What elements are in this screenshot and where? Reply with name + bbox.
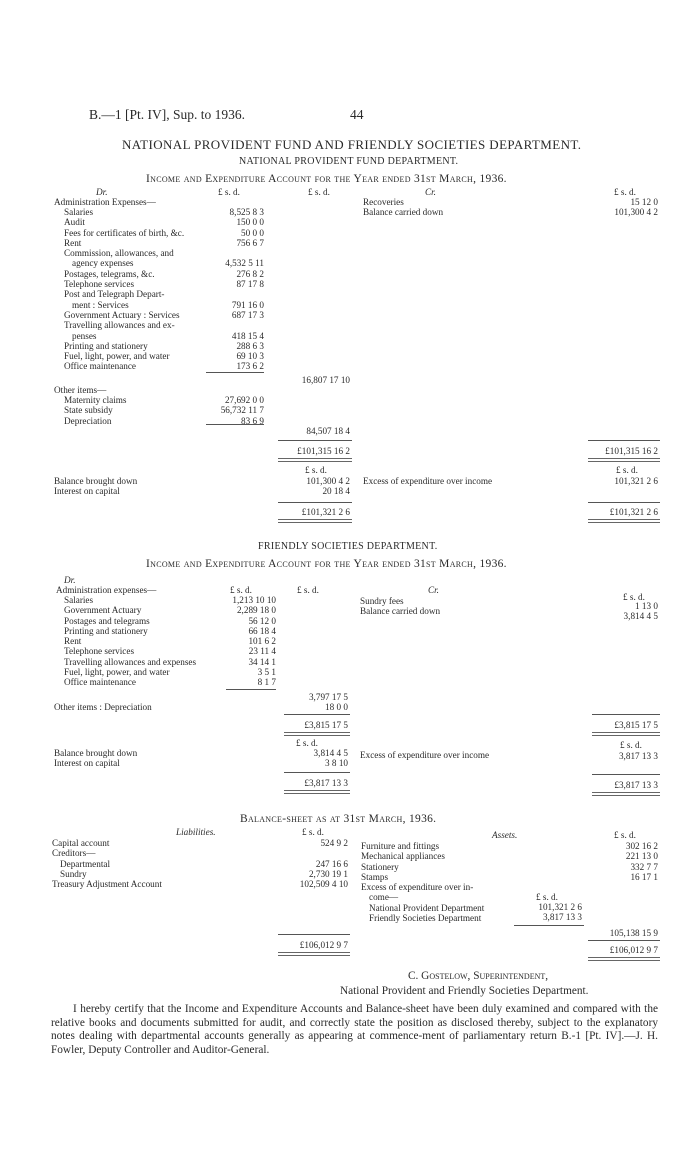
npf-colhead-c: £ s. d. xyxy=(614,187,636,197)
fsd-admin-total: 3,797 17 5 xyxy=(308,692,348,702)
fsd-cr-label: Cr. xyxy=(428,585,439,595)
npf-other-total: 84,507 18 4 xyxy=(306,426,350,436)
fsd-b-labels xyxy=(54,748,254,769)
npf-dr-total: £101,315 16 2 xyxy=(297,446,350,456)
fsd-b-label: Balance brought down xyxy=(54,748,138,758)
npf-total-double-rule xyxy=(278,458,352,462)
npf-row-value: 87 17 8 xyxy=(236,279,264,290)
fsd-cr-total: £3,815 17 5 xyxy=(614,720,658,730)
bs-excess-total: 105,138 15 9 xyxy=(609,928,658,938)
bs-sub-value: 101,321 2 6 xyxy=(538,902,582,912)
npf-other-label: Maternity claims xyxy=(64,395,127,405)
fsd-heading: FRIENDLY SOCIETIES DEPARTMENT. xyxy=(258,541,438,552)
npf-row-label: Rent xyxy=(64,237,82,248)
bs-liabilities-label: Liabilities. xyxy=(176,827,216,837)
bs-l-label: Departmental xyxy=(60,858,110,869)
bs-sub-value: 3,817 13 3 xyxy=(542,912,582,923)
fsd-dr-total: £3,815 17 5 xyxy=(304,720,348,730)
bs-l-labels xyxy=(52,838,272,889)
fsd-row-label: Rent xyxy=(64,636,82,647)
fsd-other-label: Other items : Depreciation xyxy=(54,702,152,712)
npf-b-label: Balance brought down xyxy=(54,476,138,486)
npf-row-label: Postages, telegrams, &c. xyxy=(64,268,155,279)
fsd-b-value: 3 8 10 xyxy=(325,758,348,769)
npf-cr-label: Cr. xyxy=(425,187,436,197)
fsd-row-label: Salaries xyxy=(64,595,94,605)
bs-a-total-double-rule xyxy=(588,957,660,961)
npf-row-value: 8,525 8 3 xyxy=(229,207,264,217)
npf-b-cr-value: 101,321 2 6 xyxy=(614,476,658,486)
npf-other-labels xyxy=(64,395,194,426)
bs-a-label: Stationery xyxy=(361,861,399,872)
fsd-total-double-rule xyxy=(284,732,350,736)
bs-l-label: Capital account xyxy=(52,838,110,848)
npf-b-cr-total-rule xyxy=(588,502,660,503)
npf-b-labels xyxy=(54,476,254,497)
bs-excess-label-cont: come— xyxy=(369,892,399,903)
npf-b-value: 101,300 4 2 xyxy=(306,476,350,486)
npf-row-label: ment : Services xyxy=(72,299,129,310)
fsd-cr-values xyxy=(594,601,658,622)
fsd-b-cr-total-rule xyxy=(592,774,660,775)
npf-other-heading: Other items— xyxy=(54,385,107,395)
npf-row-label: Office maintenance xyxy=(64,361,137,372)
npf-b-total: £101,321 2 6 xyxy=(301,507,350,517)
npf-b-total-rule xyxy=(278,502,352,503)
bs-l-label: Sundry xyxy=(60,868,87,879)
npf-row-value xyxy=(200,248,264,258)
bs-l-value: 102,509 4 10 xyxy=(299,879,348,890)
npf-cr-total-rule xyxy=(588,440,660,441)
npf-row-label: Fuel, light, power, and water xyxy=(64,351,170,362)
npf-other-rule xyxy=(206,424,264,425)
npf-other-values xyxy=(200,395,264,426)
fsd-row-label: Office maintenance xyxy=(64,677,137,688)
fsd-b-cr-label: Excess of expenditure over income xyxy=(360,750,490,760)
bs-l-total-rule xyxy=(278,934,350,935)
npf-row-label: Printing and stationery xyxy=(64,340,148,351)
bs-l-value: 247 16 6 xyxy=(315,858,348,869)
npf-row-value: 69 10 3 xyxy=(236,351,264,362)
npf-cr-total: £101,315 16 2 xyxy=(605,446,658,456)
bs-heading: Balance-sheet as at 31st March, 1936. xyxy=(240,813,437,825)
npf-row-value: 4,532 5 11 xyxy=(225,258,264,269)
bs-sub-colhead: £ s. d. xyxy=(536,892,558,902)
bs-l-value: 2,730 19 1 xyxy=(308,868,348,879)
npf-subtotal-rule xyxy=(206,372,264,373)
npf-other-value: 56,732 11 7 xyxy=(220,405,264,416)
fsd-row-value: 66 18 4 xyxy=(248,625,276,636)
npf-other-label: Depreciation xyxy=(64,415,112,426)
npf-row-value: 756 6 7 xyxy=(236,237,264,248)
bs-excess-label: Excess of expenditure over in- xyxy=(361,882,474,893)
fsd-row-value: 1,213 10 10 xyxy=(232,595,276,605)
npf-row-label: Salaries xyxy=(64,207,94,217)
npf-row-value: 173 6 2 xyxy=(236,361,264,372)
fsd-cr-total-rule xyxy=(592,714,660,715)
npf-colhead-a: £ s. d. xyxy=(218,187,240,197)
npf-other-value: 83 6 9 xyxy=(241,415,264,426)
npf-row-label: Telephone services xyxy=(64,279,135,290)
npf-cr-label: Balance carried down xyxy=(363,207,444,218)
bs-l-total: £106,012 9 7 xyxy=(299,940,348,950)
npf-row-value: 276 8 2 xyxy=(236,268,264,279)
fsd-row-value: 23 11 4 xyxy=(248,646,276,657)
npf-row-value: 288 6 3 xyxy=(236,340,264,351)
fsd-row-value: 2,289 18 0 xyxy=(236,605,276,616)
fsd-b-total-double-rule xyxy=(284,790,350,794)
npf-row-value xyxy=(200,320,264,330)
audit-certificate: I hereby certify that the Income and Expenditure Accounts and Balance-sheet have been duly examined and compared with the relative books and documents submitted for audit, and correctly state the position as disclosed thereby, subject to the explanatory notes dealing with departmental accounts generally as appearing at commence-ment of parliamentary return B.-1 [Pt. IV].—J. H. Fowler, Deputy Controller and Auditor-General. xyxy=(51,1003,658,1056)
bs-a-value: 221 13 0 xyxy=(625,851,658,862)
fsd-row-label: Government Actuary xyxy=(64,605,142,616)
fsd-b-cr-value: 3,817 13 3 xyxy=(618,751,658,761)
bs-sub-rule xyxy=(514,925,584,926)
fsd-row-value: 3 5 1 xyxy=(257,667,276,678)
npf-row-value xyxy=(200,289,264,299)
bs-a-value: 332 7 7 xyxy=(630,861,658,872)
npf-admin-heading: Administration Expenses— xyxy=(54,197,156,207)
npf-total-rule xyxy=(278,440,352,441)
page-reference: B.—1 [Pt. IV], Sup. to 1936. xyxy=(89,107,246,122)
bs-l-value xyxy=(278,848,348,858)
npf-b-cr-total: £101,321 2 6 xyxy=(609,507,658,517)
npf-other-label: State subsidy xyxy=(64,405,113,416)
bs-a-values xyxy=(594,841,658,882)
npf-cr-labels xyxy=(363,197,563,218)
npf-row-value: 791 16 0 xyxy=(231,299,264,310)
npf-row-value: 150 0 0 xyxy=(236,217,264,228)
bs-a-label: Furniture and fittings xyxy=(361,841,440,851)
signature-line-1 xyxy=(408,970,548,982)
fsd-row-value: 34 14 1 xyxy=(248,656,276,667)
npf-row-label: Government Actuary : Services xyxy=(64,309,180,320)
fsd-admin-heading: Administration expenses— xyxy=(56,585,157,595)
bs-a-value: 302 16 2 xyxy=(625,841,658,851)
bs-l-total-double-rule xyxy=(278,952,350,956)
npf-b-value: 20 18 4 xyxy=(322,486,350,497)
npf-b-values xyxy=(282,476,350,497)
fsd-subheading: Income and Expenditure Account for the Year ended 31st March, 1936. xyxy=(146,558,507,570)
fsd-colhead-a: £ s. d. xyxy=(230,585,252,595)
npf-row-value: 418 15 4 xyxy=(231,330,264,341)
fsd-b-label: Interest on capital xyxy=(54,758,120,769)
npf-row-label: penses xyxy=(72,330,97,341)
npf-row-value: 50 0 0 xyxy=(241,227,264,238)
fsd-other-total: 18 0 0 xyxy=(325,702,348,712)
bs-a-colhead: £ s. d. xyxy=(614,830,636,840)
bs-assets-label: Assets. xyxy=(492,830,518,840)
fsd-cr-value: 3,814 4 5 xyxy=(623,611,658,622)
document-title: NATIONAL PROVIDENT FUND AND FRIENDLY SOCIETIES DEPARTMENT. xyxy=(122,137,582,152)
fsd-colhead-b: £ s. d. xyxy=(297,585,319,595)
fsd-dr-label: Dr. xyxy=(64,575,76,585)
npf-row-label: agency expenses xyxy=(72,258,134,269)
fsd-cr-label: Sundry fees xyxy=(360,596,404,606)
npf-cr-value: 15 12 0 xyxy=(630,197,658,207)
fsd-total-rule xyxy=(284,714,350,715)
signature-name: C. Gostelow, Superintendent, xyxy=(408,970,549,982)
npf-cr-value: 101,300 4 2 xyxy=(614,207,658,218)
npf-b-label: Interest on capital xyxy=(54,486,120,497)
fsd-b-total-rule xyxy=(284,772,350,773)
fsd-b-cr-colhead: £ s. d. xyxy=(620,740,642,750)
npf-colhead-b: £ s. d. xyxy=(308,187,330,197)
npf-row-label: Commission, allowances, and xyxy=(64,248,174,259)
npf-b-cr-total-double-rule xyxy=(588,519,660,523)
fsd-row-label: Printing and stationery xyxy=(64,625,148,636)
npf-admin-total: 16,807 17 10 xyxy=(301,375,350,385)
npf-row-label: Travelling allowances and ex- xyxy=(64,320,175,331)
bs-sub-label: Friendly Societies Department xyxy=(369,913,482,924)
fsd-b-cr-total-double-rule xyxy=(592,792,660,796)
bs-a-total: £106,012 9 7 xyxy=(609,945,658,955)
fsd-b-colhead: £ s. d. xyxy=(296,738,318,748)
npf-row-label: Post and Telegraph Depart- xyxy=(64,289,165,300)
fsd-b-values xyxy=(280,748,348,769)
fsd-cr-value: 1 13 0 xyxy=(635,601,658,611)
npf-b-cr-label: Excess of expenditure over income xyxy=(363,476,493,486)
fsd-subtotal-rule xyxy=(226,689,276,690)
npf-b-colhead: £ s. d. xyxy=(305,465,327,475)
bs-l-colhead: £ s. d. xyxy=(302,827,324,837)
bs-a-label: Mechanical appliances xyxy=(361,851,445,862)
npf-cr-label: Recoveries xyxy=(363,197,404,207)
fsd-cr-labels xyxy=(360,596,560,617)
npf-subheading: Income and Expenditure Account for the Year ended 31st March, 1936. xyxy=(146,173,507,185)
npf-dr-values xyxy=(200,207,264,372)
page-number: 44 xyxy=(350,107,364,122)
npf-row-label: Fees for certificates of birth, &c. xyxy=(64,227,185,238)
bs-l-values xyxy=(278,838,348,889)
bs-a-value: 16 17 1 xyxy=(630,871,658,882)
npf-dr-label: Dr. xyxy=(96,187,108,197)
fsd-b-total: £3,817 13 3 xyxy=(304,778,348,788)
npf-b-total-double-rule xyxy=(278,519,352,523)
fsd-colhead-c: £ s. d. xyxy=(623,592,645,602)
bs-a-total-rule xyxy=(588,940,660,941)
fsd-row-value: 101 6 2 xyxy=(248,636,276,647)
bs-a-label: Stamps xyxy=(361,871,389,882)
fsd-cr-total-double-rule xyxy=(592,732,660,736)
fsd-dr-values xyxy=(212,595,276,688)
bs-sub-label: National Provident Department xyxy=(369,902,485,913)
fsd-row-label: Telephone services xyxy=(64,646,135,657)
npf-b-cr-colhead: £ s. d. xyxy=(616,465,638,475)
bs-l-label: Creditors— xyxy=(52,848,96,859)
fsd-cr-label: Balance carried down xyxy=(360,606,441,617)
fsd-b-cr-total: £3,817 13 3 xyxy=(614,780,658,790)
npf-cr-values xyxy=(590,197,658,218)
fsd-row-value: 8 1 7 xyxy=(257,677,276,688)
npf-row-label: Audit xyxy=(64,217,85,228)
npf-cr-total-double-rule xyxy=(588,458,660,462)
npf-row-value: 687 17 3 xyxy=(231,309,264,320)
fsd-row-label: Travelling allowances and expenses xyxy=(64,656,197,667)
bs-sub-values xyxy=(510,902,582,923)
npf-heading: NATIONAL PROVIDENT FUND DEPARTMENT. xyxy=(239,156,459,167)
bs-l-label: Treasury Adjustment Account xyxy=(52,879,162,890)
signature-line-2: National Provident and Friendly Societies Department. xyxy=(340,985,589,997)
fsd-row-label: Fuel, light, power, and water xyxy=(64,667,170,678)
fsd-row-value: 56 12 0 xyxy=(248,615,276,626)
bs-l-value: 524 9 2 xyxy=(320,838,348,848)
fsd-row-label: Postages and telegrams xyxy=(64,615,150,626)
npf-other-value: 27,692 0 0 xyxy=(224,395,264,405)
fsd-b-value: 3,814 4 5 xyxy=(313,748,348,758)
